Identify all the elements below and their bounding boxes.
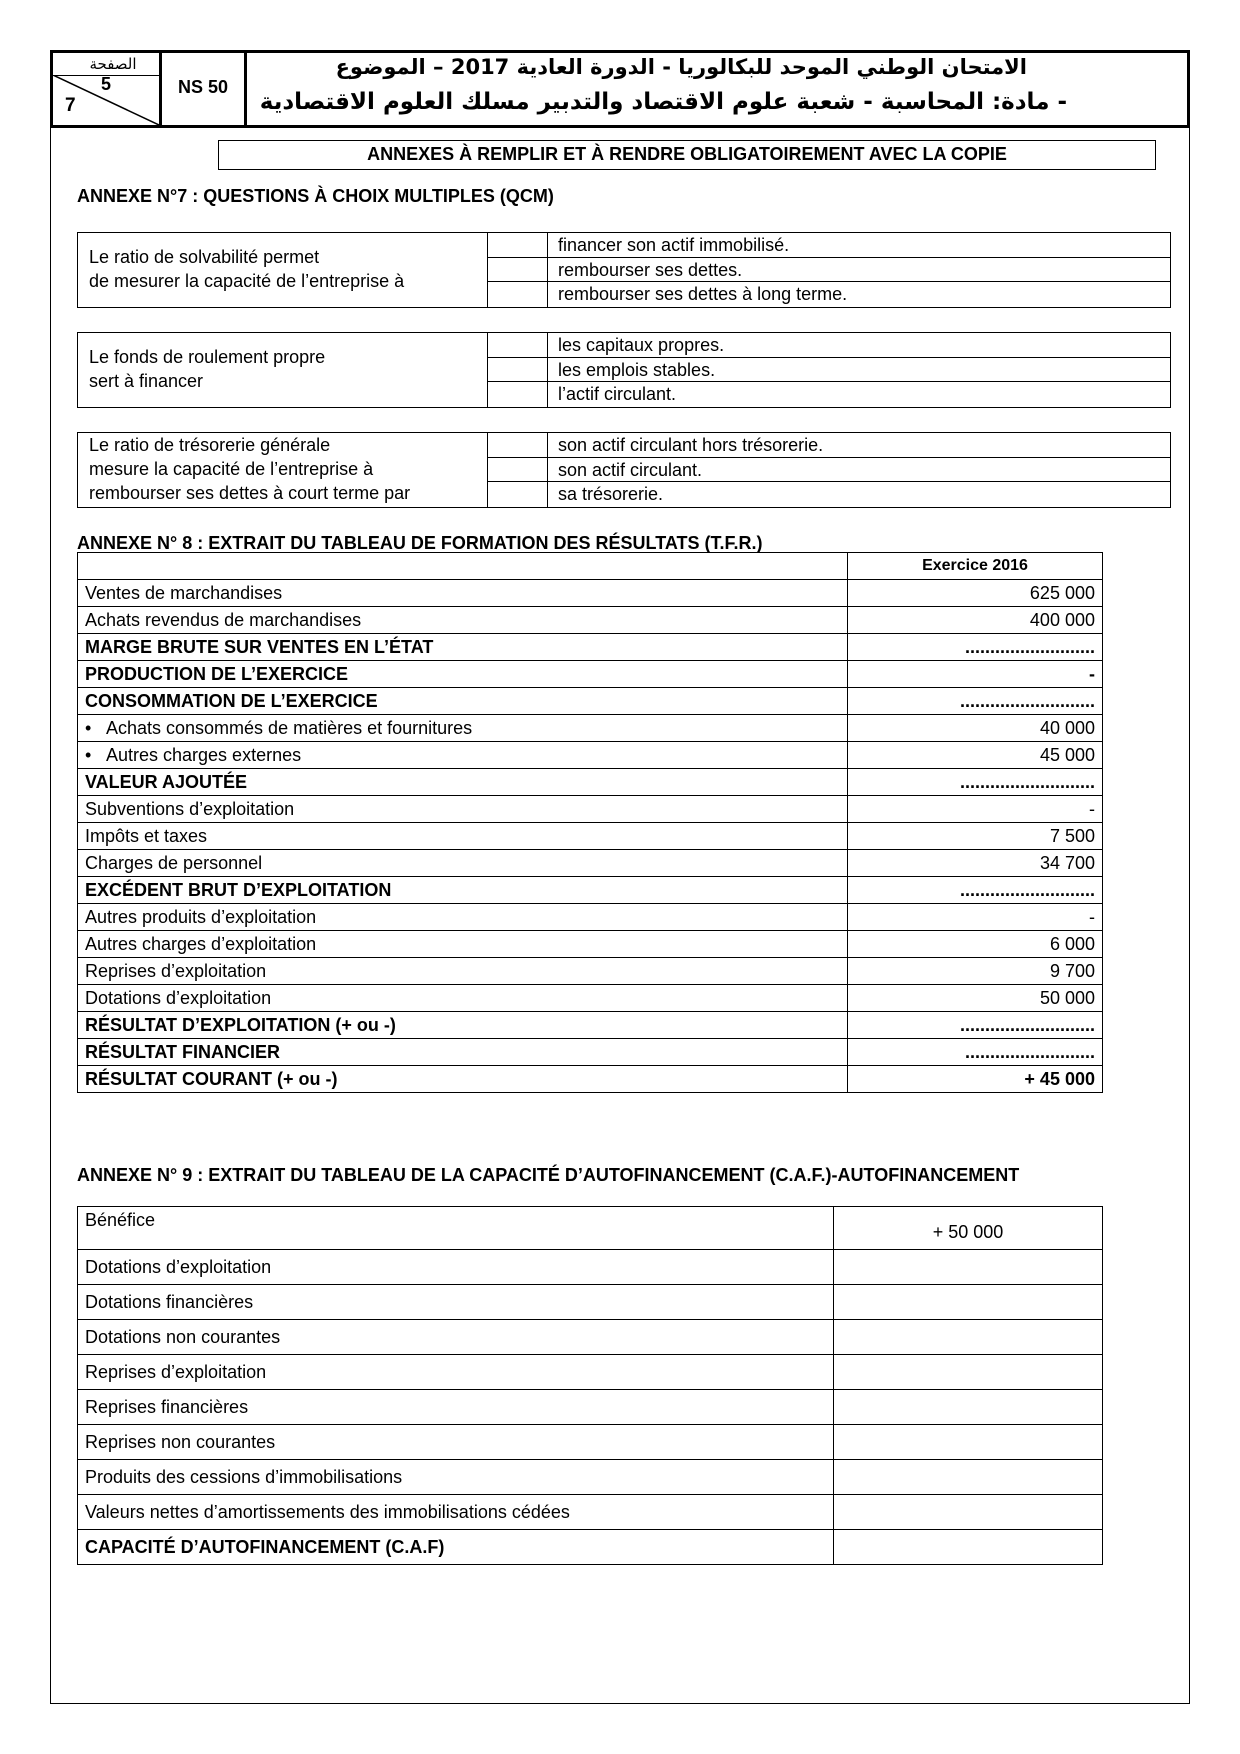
caf-row bbox=[78, 1495, 1103, 1530]
tfr-header-empty bbox=[78, 553, 848, 580]
row-label: CONSOMMATION DE L’EXERCICE bbox=[78, 688, 848, 715]
row-label: RÉSULTAT D’EXPLOITATION (+ ou -) bbox=[78, 1012, 848, 1039]
option-label: son actif circulant. bbox=[558, 460, 703, 480]
row-label: Dotations financières bbox=[78, 1285, 834, 1320]
tfr-row bbox=[78, 796, 1103, 823]
caf-row bbox=[78, 1250, 1103, 1285]
row-label: Dotations d’exploitation bbox=[78, 985, 848, 1012]
exam-title-line1: الامتحان الوطني الموحد للبكالوريا - الدورة العادية 2017 – الموضوع bbox=[335, 55, 1027, 79]
row-label: Charges de personnel bbox=[78, 850, 848, 877]
question-line: Le fonds de roulement propre bbox=[89, 347, 326, 367]
qcm-option[interactable] bbox=[488, 233, 1170, 257]
qcm-option[interactable] bbox=[488, 457, 1170, 482]
option-label: son actif circulant hors trésorerie. bbox=[558, 435, 824, 455]
tfr-value: 6 000 bbox=[848, 931, 1103, 958]
annexes-title: ANNEXES À REMPLIR ET À RENDRE OBLIGATOIREMENT AVEC LA COPIE bbox=[218, 140, 1156, 170]
row-label: Autres charges d’exploitation bbox=[78, 931, 848, 958]
row-label: Bénéfice bbox=[78, 1207, 834, 1250]
tfr-value: 45 000 bbox=[848, 742, 1103, 769]
question-line: de mesurer la capacité de l’entreprise à bbox=[89, 271, 405, 291]
annexe8-heading: ANNEXE N° 8 : EXTRAIT DU TABLEAU DE FORMATION DES RÉSULTATS (T.F.R.) bbox=[77, 533, 763, 553]
row-label: • Autres charges externes bbox=[78, 742, 848, 769]
bullet-icon bbox=[85, 718, 106, 738]
exam-code: NS 50 bbox=[177, 77, 229, 97]
row-label: MARGE BRUTE SUR VENTES EN L’ÉTAT bbox=[78, 634, 848, 661]
tfr-row bbox=[78, 769, 1103, 796]
row-label: Subventions d’exploitation bbox=[78, 796, 848, 823]
tfr-row bbox=[78, 580, 1103, 607]
row-label: EXCÉDENT BRUT D’EXPLOITATION bbox=[78, 877, 848, 904]
exam-header bbox=[50, 50, 1190, 128]
tfr-row bbox=[78, 958, 1103, 985]
tfr-row bbox=[78, 661, 1103, 688]
option-label: l’actif circulant. bbox=[558, 384, 677, 404]
tfr-row bbox=[78, 688, 1103, 715]
question-line: Le ratio de solvabilité permet bbox=[89, 247, 320, 267]
tfr-row bbox=[78, 904, 1103, 931]
option-label: les emplois stables. bbox=[558, 360, 716, 380]
tfr-value: 625 000 bbox=[848, 580, 1103, 607]
row-label: RÉSULTAT FINANCIER bbox=[78, 1039, 848, 1066]
qcm-question-3 bbox=[77, 432, 1171, 508]
tfr-row bbox=[78, 931, 1103, 958]
row-label: Produits des cessions d’immobilisations bbox=[78, 1460, 834, 1495]
row-label: CAPACITÉ D’AUTOFINANCEMENT (C.A.F) bbox=[78, 1530, 834, 1565]
caf-row bbox=[78, 1530, 1103, 1565]
option-label: les capitaux propres. bbox=[558, 335, 725, 355]
row-label: Autres produits d’exploitation bbox=[78, 904, 848, 931]
page-number: 5 bbox=[101, 74, 112, 94]
tfr-row bbox=[78, 607, 1103, 634]
tfr-value: 34 700 bbox=[848, 850, 1103, 877]
question-line: rembourser ses dettes à court terme par bbox=[89, 483, 411, 503]
tfr-value: 9 700 bbox=[848, 958, 1103, 985]
tfr-value: + 45 000 bbox=[848, 1066, 1103, 1093]
tfr-row bbox=[78, 985, 1103, 1012]
caf-answer-field[interactable] bbox=[834, 1460, 1103, 1495]
row-label: Reprises d’exploitation bbox=[78, 958, 848, 985]
option-label: financer son actif immobilisé. bbox=[558, 235, 790, 255]
qcm-option[interactable] bbox=[488, 381, 1170, 406]
tfr-table bbox=[77, 552, 1103, 1093]
caf-answer-field[interactable] bbox=[834, 1320, 1103, 1355]
tfr-answer-field[interactable]: .......................... bbox=[848, 1039, 1103, 1066]
qcm-option[interactable] bbox=[488, 433, 1170, 457]
caf-answer-field[interactable] bbox=[834, 1390, 1103, 1425]
caf-answer-field[interactable] bbox=[834, 1425, 1103, 1460]
row-label: • Achats consommés de matières et fournitures bbox=[78, 715, 848, 742]
question-line: Le ratio de trésorerie générale bbox=[89, 435, 331, 455]
tfr-row bbox=[78, 715, 1103, 742]
tfr-row bbox=[78, 823, 1103, 850]
caf-answer-field[interactable] bbox=[834, 1495, 1103, 1530]
row-label: Dotations d’exploitation bbox=[78, 1250, 834, 1285]
caf-row bbox=[78, 1320, 1103, 1355]
tfr-answer-field[interactable]: ........................... bbox=[848, 877, 1103, 904]
caf-answer-field[interactable] bbox=[834, 1285, 1103, 1320]
annexe7-heading: ANNEXE N°7 : QUESTIONS À CHOIX MULTIPLES (QCM) bbox=[77, 186, 554, 206]
question-line: sert à financer bbox=[89, 371, 204, 391]
annexe9-heading: ANNEXE N° 9 : EXTRAIT DU TABLEAU DE LA CAPACITÉ D’AUTOFINANCEMENT (C.A.F.)-AUTOFINANCEMENT bbox=[77, 1165, 1020, 1185]
row-label: PRODUCTION DE L’EXERCICE bbox=[78, 661, 848, 688]
tfr-value: - bbox=[848, 796, 1103, 823]
row-label: Valeurs nettes d’amortissements des immobilisations cédées bbox=[78, 1495, 834, 1530]
row-label: Achats revendus de marchandises bbox=[78, 607, 848, 634]
row-label: Ventes de marchandises bbox=[78, 580, 848, 607]
row-label: Impôts et taxes bbox=[78, 823, 848, 850]
caf-row bbox=[78, 1207, 1103, 1250]
exam-code-cell bbox=[162, 53, 247, 125]
caf-answer-field[interactable] bbox=[834, 1355, 1103, 1390]
caf-row bbox=[78, 1390, 1103, 1425]
tfr-row bbox=[78, 634, 1103, 661]
tfr-answer-field[interactable]: .......................... bbox=[848, 634, 1103, 661]
tfr-value: 50 000 bbox=[848, 985, 1103, 1012]
tfr-row bbox=[78, 1012, 1103, 1039]
row-label: Reprises non courantes bbox=[78, 1425, 834, 1460]
caf-row bbox=[78, 1460, 1103, 1495]
caf-answer-field[interactable] bbox=[834, 1530, 1103, 1565]
tfr-answer-field[interactable]: ........................... bbox=[848, 769, 1103, 796]
tfr-row bbox=[78, 877, 1103, 904]
caf-row bbox=[78, 1425, 1103, 1460]
tfr-row bbox=[78, 1039, 1103, 1066]
caf-value: + 50 000 bbox=[834, 1207, 1103, 1250]
page-indicator bbox=[53, 53, 162, 125]
tfr-row bbox=[78, 1066, 1103, 1093]
row-label: VALEUR AJOUTÉE bbox=[78, 769, 848, 796]
option-label: rembourser ses dettes à long terme. bbox=[558, 284, 848, 304]
tfr-column-header: Exercice 2016 bbox=[848, 553, 1103, 580]
row-label: Reprises d’exploitation bbox=[78, 1355, 834, 1390]
row-label: RÉSULTAT COURANT (+ ou -) bbox=[78, 1066, 848, 1093]
row-label: Reprises financières bbox=[78, 1390, 834, 1425]
tfr-value: 7 500 bbox=[848, 823, 1103, 850]
caf-table bbox=[77, 1206, 1103, 1565]
option-label: sa trésorerie. bbox=[558, 484, 664, 504]
tfr-answer-field[interactable]: ........................... bbox=[848, 1012, 1103, 1039]
tfr-value: 40 000 bbox=[848, 715, 1103, 742]
qcm-option[interactable] bbox=[488, 281, 1170, 306]
caf-row bbox=[78, 1285, 1103, 1320]
page-label: الصفحة bbox=[89, 55, 137, 73]
page-total: 7 bbox=[65, 95, 76, 116]
caf-answer-field[interactable] bbox=[834, 1250, 1103, 1285]
tfr-row bbox=[78, 742, 1103, 769]
exam-title-cell bbox=[247, 53, 1187, 125]
tfr-row bbox=[78, 850, 1103, 877]
qcm-question-1 bbox=[77, 232, 1171, 308]
qcm-option[interactable] bbox=[488, 357, 1170, 382]
tfr-value: 400 000 bbox=[848, 607, 1103, 634]
tfr-value: - bbox=[848, 904, 1103, 931]
bullet-icon bbox=[85, 745, 106, 765]
qcm-question-2 bbox=[77, 332, 1171, 408]
option-label: rembourser ses dettes. bbox=[558, 260, 743, 280]
qcm-option[interactable] bbox=[488, 257, 1170, 282]
qcm-option[interactable] bbox=[488, 481, 1170, 506]
tfr-answer-field[interactable]: ........................... bbox=[848, 688, 1103, 715]
exam-title-line2: - مادة: المحاسبة - شعبة علوم الاقتصاد والتدبير مسلك العلوم الاقتصادية bbox=[259, 89, 1067, 115]
row-label: Dotations non courantes bbox=[78, 1320, 834, 1355]
qcm-option[interactable] bbox=[488, 333, 1170, 357]
tfr-value: - bbox=[848, 661, 1103, 688]
question-line: mesure la capacité de l’entreprise à bbox=[89, 459, 374, 479]
caf-row bbox=[78, 1355, 1103, 1390]
